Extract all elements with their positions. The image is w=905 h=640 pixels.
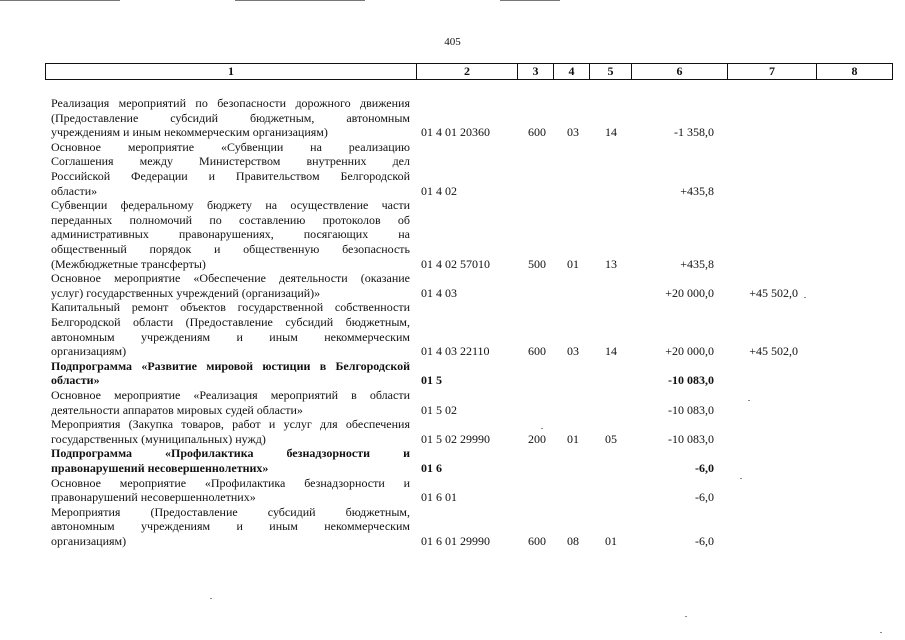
amount-next-year-cell: +45 502,0	[749, 285, 798, 300]
row-description	[51, 271, 410, 300]
description-line: переданных полномочий по составлению протоколов об	[51, 212, 410, 227]
row-description	[51, 96, 410, 140]
scan-speck	[804, 297, 806, 298]
top-edge-rule	[500, 0, 560, 1]
section-cell: 01	[567, 431, 579, 446]
code-cell: 01 5	[421, 373, 442, 388]
description-line: Белгородской области (Предоставление субсидий бюджетным,	[51, 314, 410, 329]
description-line: Основное мероприятие «Профилактика безнадзорности и	[51, 475, 410, 490]
description-line: организациям)	[51, 344, 127, 359]
header-col-3: 3	[518, 64, 554, 79]
row-description	[51, 476, 410, 505]
description-line: Капитальный ремонт объектов государственной собственности	[51, 300, 410, 315]
code-cell: 01 6 01 29990	[421, 533, 490, 548]
subsection-cell: 01	[605, 533, 617, 548]
amount-cell: -6,0	[695, 533, 714, 548]
code-cell: 01 5 02	[421, 402, 457, 417]
amount-cell: -10 083,0	[668, 402, 714, 417]
description-line: Соглашения между Министерством внутренних дел	[51, 154, 410, 169]
scan-speck	[210, 598, 212, 599]
code-cell: 01 4 01 20360	[421, 125, 490, 140]
subsection-cell: 13	[605, 256, 617, 271]
row-description	[51, 446, 410, 475]
section-cell: 03	[567, 344, 579, 359]
description-line: (Межбюджетные трансферты)	[51, 256, 206, 271]
row-description	[51, 140, 410, 198]
expense-type-cell: 500	[528, 256, 546, 271]
description-line: Реализация мероприятий по безопасности дорожного движения	[51, 96, 410, 110]
amount-next-year-cell: +45 502,0	[749, 344, 798, 359]
description-line: автономным учреждениям и иным некоммерческим	[51, 329, 410, 344]
header-col-2: 2	[417, 64, 518, 79]
amount-cell: -6,0	[695, 460, 714, 475]
amount-cell: -6,0	[695, 490, 714, 505]
header-col-4: 4	[554, 64, 590, 79]
description-line: Подпрограмма «Профилактика безнадзорности и	[51, 446, 410, 461]
description-line: правонарушений несовершеннолетних»	[51, 490, 256, 505]
description-line: автономным учреждениям и иным некоммерческим	[51, 519, 410, 534]
code-cell: 01 4 02 57010	[421, 256, 490, 271]
description-line: правонарушений несовершеннолетних»	[51, 460, 269, 475]
section-cell: 08	[567, 533, 579, 548]
code-cell: 01 4 03	[421, 285, 457, 300]
code-cell: 01 6 01	[421, 490, 457, 505]
code-cell: 01 4 03 22110	[421, 344, 490, 359]
header-col-1: 1	[46, 64, 417, 79]
description-line: административных правонарушениях, посягающих на	[51, 227, 410, 242]
scan-speck	[748, 400, 750, 401]
amount-cell: -1 358,0	[674, 125, 714, 140]
top-edge-rule	[235, 0, 365, 1]
description-line: деятельности аппаратов мировых судей области»	[51, 402, 303, 417]
expense-type-cell: 200	[528, 431, 546, 446]
code-cell: 01 4 02	[421, 183, 457, 198]
row-description	[51, 359, 410, 388]
expense-type-cell: 600	[528, 533, 546, 548]
description-line: организациям)	[51, 533, 127, 548]
description-line: учреждениям и иным некоммерческим организациям)	[51, 125, 328, 140]
subsection-cell: 14	[605, 125, 617, 140]
description-line: общественный порядок и общественную безопасность	[51, 241, 410, 256]
scan-speck	[880, 632, 882, 633]
expense-type-cell: 600	[528, 125, 546, 140]
description-line: Мероприятия (Закупка товаров, работ и услуг для обеспечения	[51, 417, 410, 432]
row-description	[51, 388, 410, 417]
page-number: 405	[444, 36, 461, 48]
scan-speck	[541, 428, 543, 429]
subsection-cell: 14	[605, 344, 617, 359]
amount-cell: -10 083,0	[668, 373, 714, 388]
description-line: области»	[51, 183, 98, 198]
table-header	[45, 63, 893, 80]
description-line: Основное мероприятие «Субвенции на реализацию	[51, 139, 410, 154]
header-col-5: 5	[590, 64, 632, 79]
scan-speck	[685, 616, 687, 617]
amount-cell: +435,8	[680, 256, 714, 271]
description-line: Подпрограмма «Развитие мировой юстиции в Белгородской	[51, 358, 410, 373]
description-line: услуг) государственных учреждений (организаций)»	[51, 285, 321, 300]
scan-speck	[740, 478, 742, 479]
header-col-6: 6	[632, 64, 728, 79]
row-description	[51, 300, 410, 358]
code-cell: 01 5 02 29990	[421, 431, 490, 446]
subsection-cell: 05	[605, 431, 617, 446]
row-description	[51, 417, 410, 446]
description-line: Российской Федерации и Правительством Белгородской	[51, 168, 410, 183]
amount-cell: +20 000,0	[665, 344, 714, 359]
description-line: Основное мероприятие «Обеспечение деятельности (оказание	[51, 271, 410, 286]
expense-type-cell: 600	[528, 344, 546, 359]
amount-cell: +435,8	[680, 183, 714, 198]
header-col-8: 8	[851, 64, 858, 78]
description-line: (Предоставление субсидий бюджетным, автономным	[51, 110, 410, 125]
row-description	[51, 505, 410, 549]
header-col-7: 7	[728, 64, 817, 79]
row-description	[51, 198, 410, 271]
section-cell: 01	[567, 256, 579, 271]
description-line: Субвенции федеральному бюджету на осуществление части	[51, 198, 410, 213]
description-line: Основное мероприятие «Реализация мероприятий в области	[51, 388, 410, 402]
amount-cell: -10 083,0	[668, 431, 714, 446]
description-line: области»	[51, 373, 100, 388]
description-line: государственных (муниципальных) нужд)	[51, 431, 266, 446]
amount-cell: +20 000,0	[665, 285, 714, 300]
section-cell: 03	[567, 125, 579, 140]
description-line: Мероприятия (Предоставление субсидий бюджетным,	[51, 504, 410, 519]
top-edge-rule	[0, 0, 120, 1]
code-cell: 01 6	[421, 460, 442, 475]
